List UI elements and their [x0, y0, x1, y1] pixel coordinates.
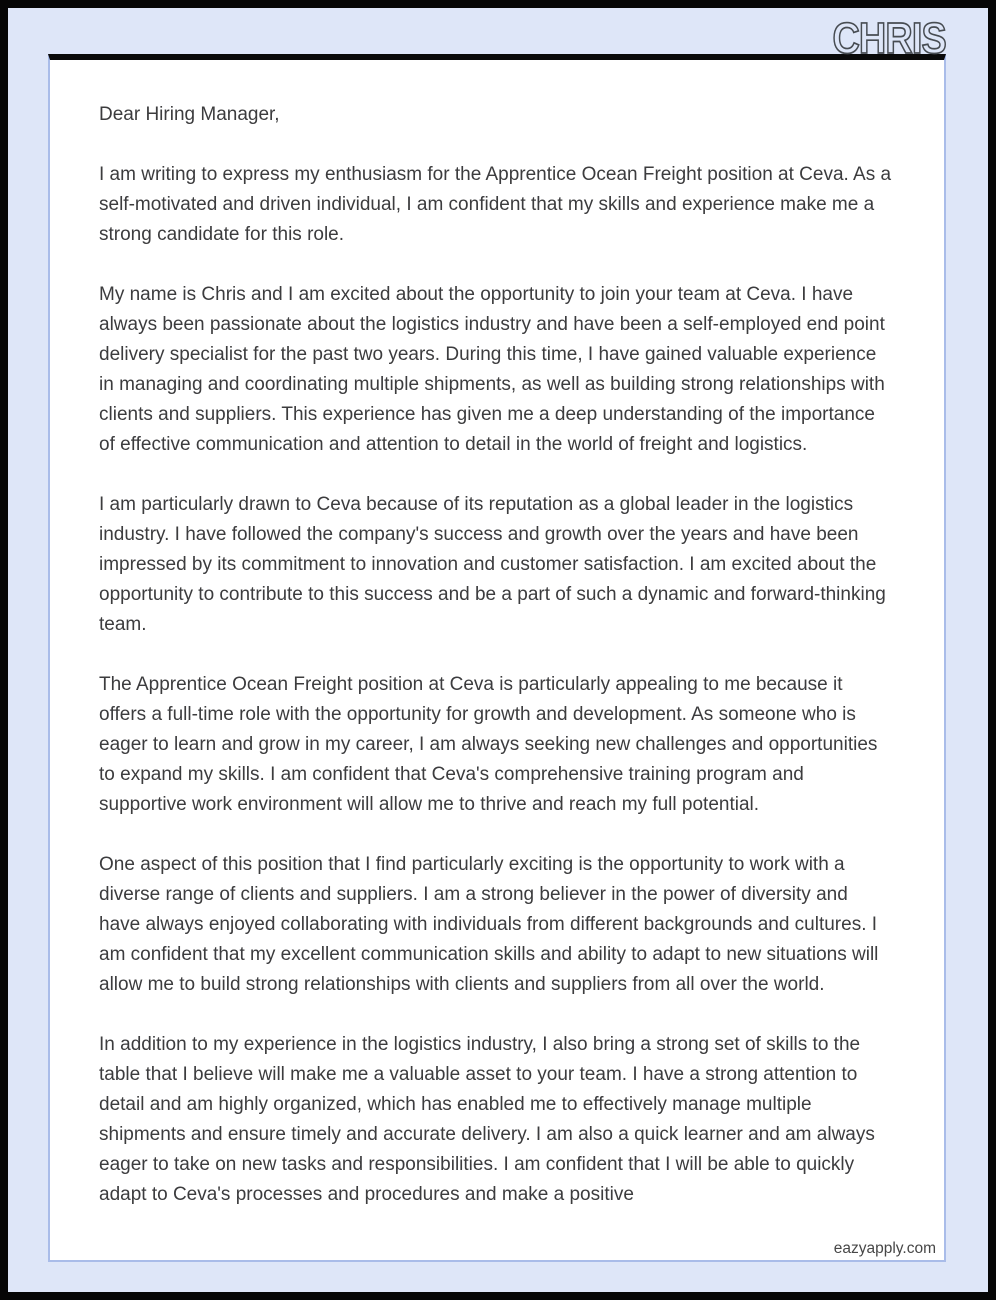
page-header	[8, 8, 988, 63]
brand-name: CHRIS	[832, 14, 946, 63]
salutation: Dear Hiring Manager,	[99, 104, 280, 125]
cover-letter-document	[48, 54, 946, 1262]
letter-paragraph: One aspect of this position that I find particularly exciting is the opportunity to work with a diverse range of clients and suppliers. I am a strong believer in the power of diversity and have always enjoyed collaborating with individuals from different backgrounds and cultures. I am confident that my excellent communication skills and ability to adapt to new situations will allow me to build strong relationships with clients and suppliers from all over the world.	[99, 854, 879, 995]
letter-paragraph: I am writing to express my enthusiasm for the Apprentice Ocean Freight position at Ceva. As a self-motivated and driven individual, I am confident that my skills and experience make me a strong candidate for this role.	[99, 164, 892, 245]
letter-paragraph: My name is Chris and I am excited about the opportunity to join your team at Ceva. I have always been passionate about the logistics industry and have been a self-employed end point delivery specialist for the past two years. During this time, I have gained valuable experience in managing and coordinating multiple shipments, as well as building strong relationships with clients and suppliers. This experience has given me a deep understanding of the importance of effective communication and attention to detail in the world of freight and logistics.	[99, 284, 885, 455]
letter-paragraph: In addition to my experience in the logistics industry, I also bring a strong set of skills to the table that I believe will make me a valuable asset to your team. I have a strong attention to detail and am highly organized, which has enabled me to effectively manage multiple shipments and ensure timely and accurate delivery. I am also a quick learner and am always eager to take on new tasks and responsibilities. I am confident that I will be able to quickly adapt to Ceva's processes and procedures and make a positive	[99, 1034, 875, 1205]
letter-paragraph: The Apprentice Ocean Freight position at Ceva is particularly appealing to me because it offers a full-time role with the opportunity for growth and development. As someone who is eager to learn and grow in my career, I am always seeking new challenges and opportunities to expand my skills. I am confident that Ceva's comprehensive training program and supportive work environment will allow me to thrive and reach my full potential.	[99, 674, 878, 815]
eazyapply-watermark: eazyapply.com	[833, 1240, 936, 1257]
letter-paragraph: I am particularly drawn to Ceva because of its reputation as a global leader in the logistics industry. I have followed the company's success and growth over the years and have been impressed by its commitment to innovation and customer satisfaction. I am excited about the opportunity to contribute to this success and be a part of such a dynamic and forward-thinking team.	[99, 494, 886, 635]
